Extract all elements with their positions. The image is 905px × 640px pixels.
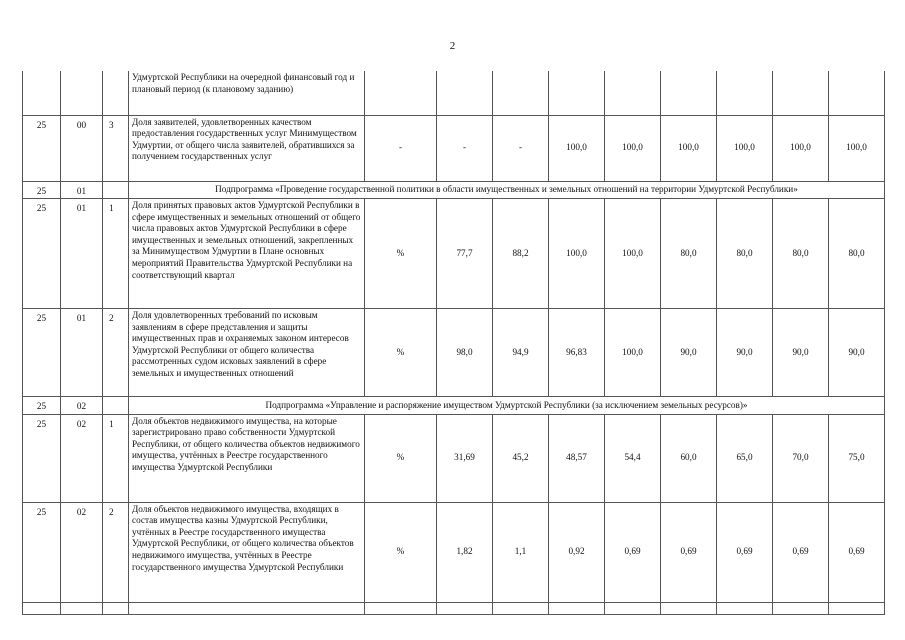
pp-code-cell: 01 — [61, 309, 103, 397]
value-cell: 54,4 — [605, 414, 661, 502]
page-number: 2 — [449, 40, 456, 52]
indicator-name-cell: Доля заявителей, удовлетворенных качеством предоставления государственных услуг Минимуществом Удмуртии, от общего числа заявителей, обратившихся за получением государственных услуг — [129, 115, 365, 181]
table-row — [23, 309, 885, 397]
empty-cell — [23, 602, 61, 614]
gp-code-cell: 25 — [23, 115, 61, 181]
gp-code-cell: 25 — [23, 397, 61, 415]
value-cell: 100,0 — [773, 115, 829, 181]
value-cell — [493, 71, 549, 115]
value-cell: 80,0 — [773, 199, 829, 309]
indicator-name-cell: Доля принятых правовых актов Удмуртской Республики в сфере имущественных и земельных отношений от общего числа правовых актов Удмуртской Республики в сфере имущественных и земельных отношений, закрепленных за Минимуществом Удмуртии в Плане основных мероприятий Правительства Удмуртской Республики на соответствующий квартал — [129, 199, 365, 309]
unit-cell: % — [365, 502, 437, 602]
value-cell: 90,0 — [661, 309, 717, 397]
unit-cell: % — [365, 199, 437, 309]
value-cell: 1,1 — [493, 502, 549, 602]
empty-cell — [773, 602, 829, 614]
pp-code-cell — [61, 71, 103, 115]
num-cell — [103, 397, 129, 415]
unit-cell — [365, 71, 437, 115]
pp-code-cell: 02 — [61, 414, 103, 502]
value-cell: 90,0 — [717, 309, 773, 397]
value-cell: 0,69 — [829, 502, 885, 602]
value-cell: 100,0 — [605, 309, 661, 397]
empty-cell — [129, 602, 365, 614]
value-cell: - — [437, 115, 493, 181]
pp-code-cell: 01 — [61, 199, 103, 309]
gp-code-cell: 25 — [23, 309, 61, 397]
subprogram-row — [23, 181, 885, 199]
empty-cell — [437, 602, 493, 614]
value-cell: 77,7 — [437, 199, 493, 309]
indicator-name-cell: Доля удовлетворенных требований по исковым заявлениям в сфере представления и защиты имущественных прав и охраняемых законом интересов Удмуртской Республики от общего количества рассмотренных судом исковых заявлений в сфере земельных и имущественных отношений — [129, 309, 365, 397]
table-row — [23, 199, 885, 309]
value-cell: 90,0 — [829, 309, 885, 397]
value-cell: 96,83 — [549, 309, 605, 397]
indicator-number-cell: 1 — [103, 199, 129, 309]
value-cell: 0,69 — [773, 502, 829, 602]
value-cell: 0,69 — [717, 502, 773, 602]
indicator-name-cell: Доля объектов недвижимого имущества, на которые зарегистрировано право собственности Удмуртской Республики, от общего количества объектов недвижимого имущества, учтённых в Реестре государственного имущества Удмуртской Республики — [129, 414, 365, 502]
indicator-number-cell: 1 — [103, 414, 129, 502]
value-cell: 0,69 — [661, 502, 717, 602]
table-row — [23, 71, 885, 115]
unit-cell: % — [365, 414, 437, 502]
num-cell — [103, 181, 129, 199]
value-cell: 100,0 — [829, 115, 885, 181]
value-cell: 100,0 — [717, 115, 773, 181]
value-cell — [437, 71, 493, 115]
unit-cell: - — [365, 115, 437, 181]
indicator-number-cell — [103, 71, 129, 115]
indicator-number-cell: 3 — [103, 115, 129, 181]
value-cell: 31,69 — [437, 414, 493, 502]
empty-cell — [661, 602, 717, 614]
empty-cell — [61, 602, 103, 614]
empty-cell — [103, 602, 129, 614]
gp-code-cell: 25 — [23, 414, 61, 502]
value-cell: 0,92 — [549, 502, 605, 602]
value-cell: 100,0 — [549, 199, 605, 309]
unit-cell: % — [365, 309, 437, 397]
pp-code-cell: 02 — [61, 502, 103, 602]
value-cell: 100,0 — [605, 115, 661, 181]
gp-code-cell: 25 — [23, 181, 61, 199]
value-cell: 60,0 — [661, 414, 717, 502]
value-cell: - — [493, 115, 549, 181]
value-cell — [549, 71, 605, 115]
empty-cell — [549, 602, 605, 614]
indicator-name-cell: Доля объектов недвижимого имущества, входящих в состав имущества казны Удмуртской Республики, учтённых в Реестре государственного имущества Удмуртской Республики, от общего количества объектов недвижимого имущества, учтённых в Реестре государственного имущества Удмуртской Республики — [129, 502, 365, 602]
value-cell: 48,57 — [549, 414, 605, 502]
table-cut-row — [23, 602, 885, 614]
value-cell: 80,0 — [717, 199, 773, 309]
indicators-table — [22, 71, 885, 615]
value-cell — [605, 71, 661, 115]
value-cell: 0,69 — [605, 502, 661, 602]
indicator-name-cell: Удмуртской Республики на очередной финансовый год и плановый период (к плановому заданию) — [129, 71, 365, 115]
empty-cell — [365, 602, 437, 614]
value-cell: 100,0 — [549, 115, 605, 181]
value-cell: 75,0 — [829, 414, 885, 502]
indicator-number-cell: 2 — [103, 309, 129, 397]
gp-code-cell: 25 — [23, 199, 61, 309]
value-cell: 90,0 — [773, 309, 829, 397]
gp-code-cell: 25 — [23, 502, 61, 602]
pp-code-cell: 02 — [61, 397, 103, 415]
value-cell — [829, 71, 885, 115]
empty-cell — [717, 602, 773, 614]
pp-code-cell: 00 — [61, 115, 103, 181]
value-cell: 70,0 — [773, 414, 829, 502]
empty-cell — [493, 602, 549, 614]
value-cell: 45,2 — [493, 414, 549, 502]
value-cell: 98,0 — [437, 309, 493, 397]
value-cell: 88,2 — [493, 199, 549, 309]
pp-code-cell: 01 — [61, 181, 103, 199]
subprogram-title: Подпрограмма «Проведение государственной политики в области имущественных и земельных отношений на территории Удмуртской Республики» — [129, 181, 885, 199]
empty-cell — [605, 602, 661, 614]
table-row — [23, 502, 885, 602]
value-cell: 100,0 — [605, 199, 661, 309]
value-cell: 65,0 — [717, 414, 773, 502]
table-row — [23, 414, 885, 502]
value-cell: 94,9 — [493, 309, 549, 397]
value-cell — [661, 71, 717, 115]
table-row — [23, 115, 885, 181]
value-cell: 80,0 — [829, 199, 885, 309]
value-cell — [717, 71, 773, 115]
empty-cell — [829, 602, 885, 614]
value-cell: 80,0 — [661, 199, 717, 309]
value-cell: 1,82 — [437, 502, 493, 602]
gp-code-cell — [23, 71, 61, 115]
value-cell: 100,0 — [661, 115, 717, 181]
value-cell — [773, 71, 829, 115]
subprogram-row — [23, 397, 885, 415]
subprogram-title: Подпрограмма «Управление и распоряжение имуществом Удмуртской Республики (за исключением земельных ресурсов)» — [129, 397, 885, 415]
indicator-number-cell: 2 — [103, 502, 129, 602]
